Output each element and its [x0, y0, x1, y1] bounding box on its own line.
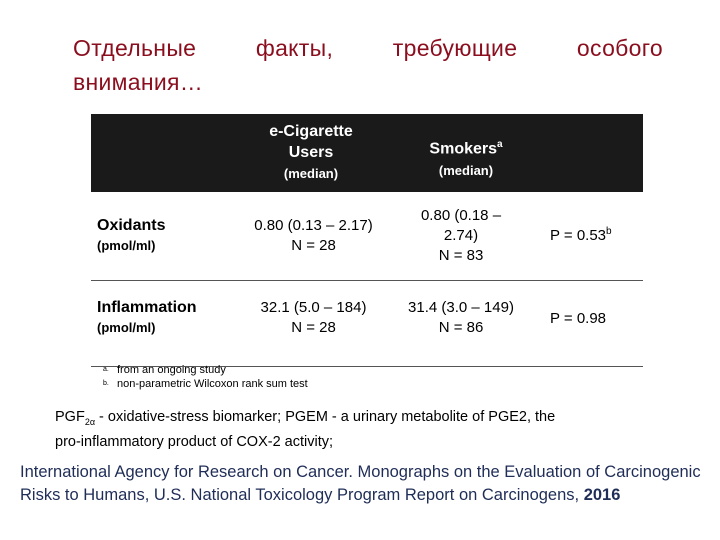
slide-title-line1: Отдельные факты, требующие особого — [73, 35, 663, 61]
header-smokers: Smokers$^a$ (median) — [429, 139, 503, 179]
smokers-value: 0.80 (0.18 – 2.74) N = 83 — [420, 207, 502, 264]
biomarker-note: $PGF_{2\alpha}$ - oxidative-stress biomarker; PGEM - a urinary metabolite of PGE2, the pro-inflammatory product of COX-2 activity; — [55, 409, 556, 450]
smokers-value: 31.4 (3.0 – 149) N = 86 — [408, 299, 514, 336]
p-value: P = 0.53$^b$ — [550, 226, 612, 244]
slide-title-line2: внимания… — [73, 69, 204, 95]
table-row-inflammation — [91, 282, 643, 367]
reference-citation: International Agency for Research on Cancer. Monographs on the Evaluation of Carcinogenic Risks to Humans, U.S. National Toxicology Program Report on Carcinogens, 2016 — [20, 463, 701, 504]
footnote-b: b. non-parametric Wilcoxon rank sum test — [103, 378, 308, 390]
results-table — [91, 114, 643, 394]
ecig-value: 32.1 (5.0 – 184) N = 28 — [260, 299, 367, 336]
table-header — [91, 114, 643, 192]
footnote-a: a. from an ongoing study — [103, 364, 226, 376]
ecig-value: 0.80 (0.13 – 2.17) N = 28 — [254, 217, 373, 254]
header-ecig-users: e-Cigarette Users (median) — [269, 123, 353, 181]
p-value: P = 0.98 — [550, 310, 607, 327]
row-label: Inflammation (pmol/ml) — [97, 299, 197, 335]
row-label: Oxidants (pmol/ml) — [97, 217, 166, 253]
table-row-oxidants — [91, 192, 643, 281]
